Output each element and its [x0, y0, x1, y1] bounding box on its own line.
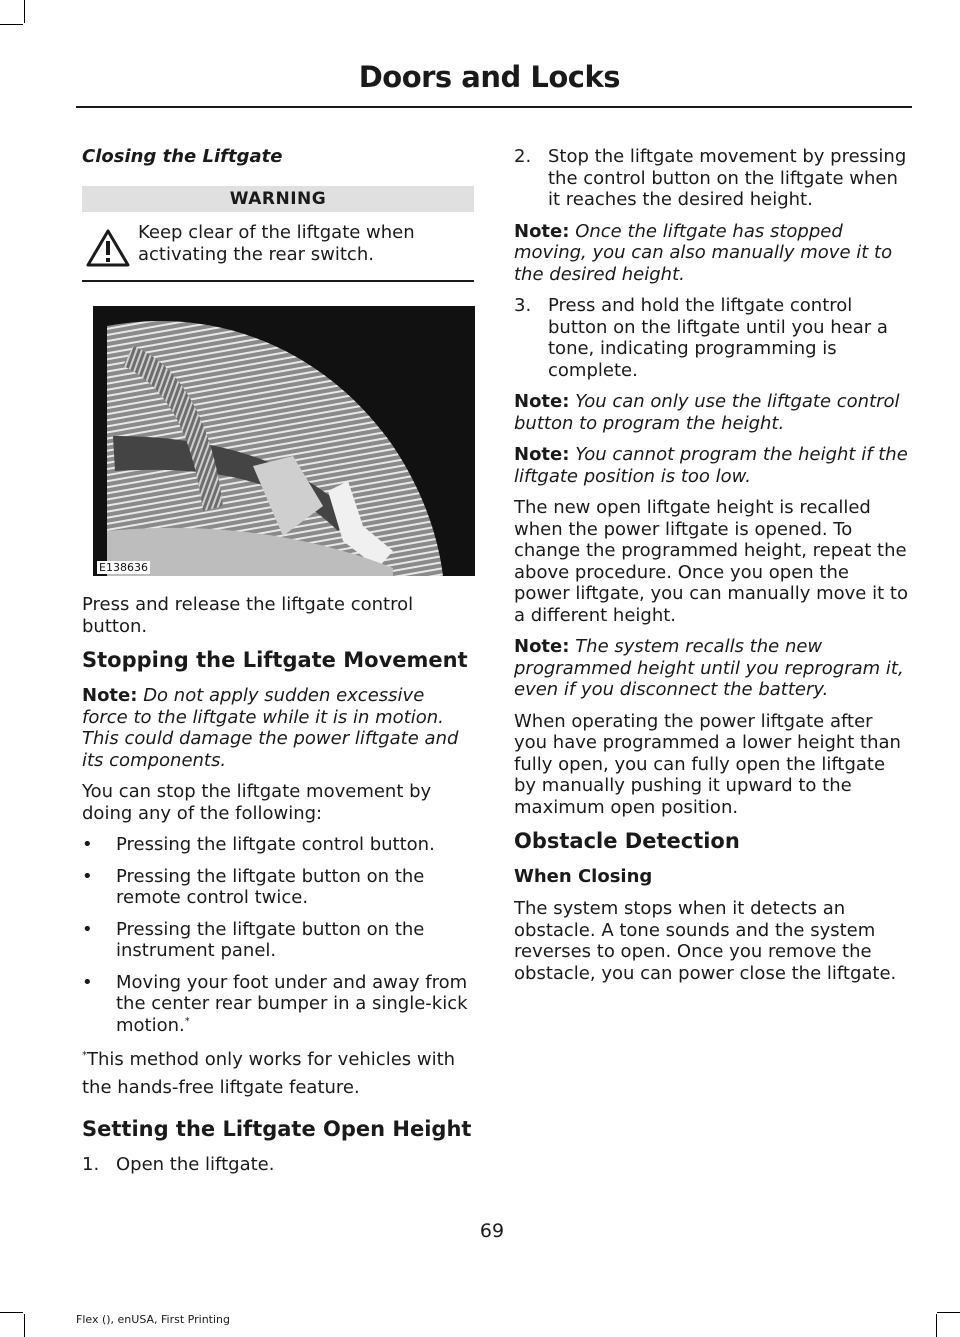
- list-item: [82, 834, 474, 856]
- step-text: Stop the liftgate movement by pressing the control button on the liftgate when it reaches the desired height.: [548, 146, 907, 210]
- bullet-mark: •: [82, 834, 93, 855]
- list-item-text: Moving your foot under and away from the center rear bumper in a single-kick motion.: [116, 971, 468, 1036]
- footer-text: Flex (), enUSA, First Printing: [76, 1313, 230, 1326]
- crop-mark-top-left-v: [24, 0, 25, 23]
- lower-height-paragraph: When operating the power liftgate after you have programmed a lower height than fully open, you can fully open the liftgate by manually pushing it upward to the maximum open position.: [514, 710, 901, 818]
- footnote: [82, 1046, 474, 1102]
- when-closing-heading: When Closing: [514, 866, 653, 887]
- warning-rule: [82, 280, 474, 282]
- obstacle-paragraph: The system stops when it detects an obstacle. A tone sounds and the system reverses to open. Once you remove the obstacle, you can power close the liftgate.: [514, 898, 897, 984]
- stop-intro: You can stop the liftgate movement by doing any of the following:: [82, 781, 432, 824]
- list-item: [82, 972, 474, 1037]
- note-label: Note:: [514, 391, 570, 412]
- note-1: [514, 221, 908, 286]
- liftgate-drawing: [93, 306, 475, 576]
- note-label: Note:: [514, 444, 570, 465]
- right-column: [514, 146, 908, 994]
- stop-methods-list: [82, 834, 474, 1036]
- note-text: Do not apply sudden excessive force to the liftgate while it is in motion. This could damage the power liftgate and its components.: [82, 685, 459, 771]
- stopping-heading: Stopping the Liftgate Movement: [82, 648, 468, 672]
- crop-mark-top-left: [0, 24, 23, 25]
- page-number: 69: [479, 1220, 505, 1242]
- list-item-text: Pressing the liftgate button on the instrument panel.: [116, 918, 425, 961]
- crop-mark-bottom-left: [0, 1312, 23, 1313]
- footnote-marker: *: [82, 1050, 87, 1061]
- step-number: 2.: [514, 146, 532, 167]
- left-column: [82, 146, 474, 1186]
- stopping-note: [82, 685, 474, 771]
- crop-mark-bottom-right: [937, 1312, 960, 1313]
- note-label: Note:: [514, 220, 570, 242]
- step-2: [514, 146, 908, 211]
- crop-mark-bottom-right-v: [936, 1314, 937, 1337]
- press-release-text: Press and release the liftgate control button.: [82, 594, 414, 637]
- liftgate-illustration: [93, 306, 475, 576]
- recall-paragraph: The new open liftgate height is recalled when the power liftgate is opened. To change the programmed height, repeat the above procedure. Once you open the power liftgate, you can manually move it to a different height.: [514, 497, 908, 626]
- step-number: 1.: [82, 1154, 100, 1175]
- list-item-text: Pressing the liftgate button on the remote control twice.: [116, 865, 425, 908]
- note-4: [514, 636, 908, 701]
- note-text: The system recalls the new programmed height until you reprogram it, even if you disconnect the battery.: [514, 636, 904, 700]
- step-text: Press and hold the liftgate control button on the liftgate until you hear a tone, indicating programming is complete.: [548, 295, 888, 381]
- footnote-asterisk: *: [184, 1015, 190, 1027]
- section-title: Doors and Locks: [358, 60, 620, 94]
- header-rule: [76, 106, 912, 108]
- figure-code: E138636: [99, 561, 148, 574]
- note-text: You can only use the liftgate control button to program the height.: [514, 391, 900, 434]
- crop-mark-bottom-left-v: [24, 1314, 25, 1337]
- warning-box: [82, 186, 474, 282]
- footnote-text: This method only works for vehicles with the hands-free liftgate feature.: [82, 1049, 456, 1098]
- note-3: [514, 444, 908, 487]
- list-item: [82, 919, 474, 962]
- warning-triangle-icon: [86, 228, 130, 268]
- step-3: [514, 295, 908, 381]
- list-item-text: Pressing the liftgate control button.: [116, 834, 435, 855]
- step-number: 3.: [514, 295, 532, 316]
- setting-heading: Setting the Liftgate Open Height: [82, 1117, 472, 1141]
- step-text: Open the liftgate.: [116, 1154, 275, 1175]
- bullet-mark: •: [82, 918, 93, 940]
- closing-heading: Closing the Liftgate: [82, 146, 283, 167]
- note-label: Note:: [82, 685, 138, 706]
- warning-text: Keep clear of the liftgate when activating the rear switch.: [138, 222, 415, 265]
- note-text: You cannot program the height if the liftgate position is too low.: [514, 444, 908, 487]
- warning-label: WARNING: [82, 186, 474, 212]
- bullet-mark: •: [82, 971, 93, 993]
- bullet-mark: •: [82, 865, 93, 887]
- obstacle-heading: Obstacle Detection: [514, 829, 740, 853]
- note-label: Note:: [514, 636, 570, 657]
- note-text: Once the liftgate has stopped moving, you can also manually move it to the desired height.: [514, 220, 893, 285]
- note-2: [514, 391, 908, 434]
- step-1: [82, 1154, 474, 1176]
- list-item: [82, 866, 474, 909]
